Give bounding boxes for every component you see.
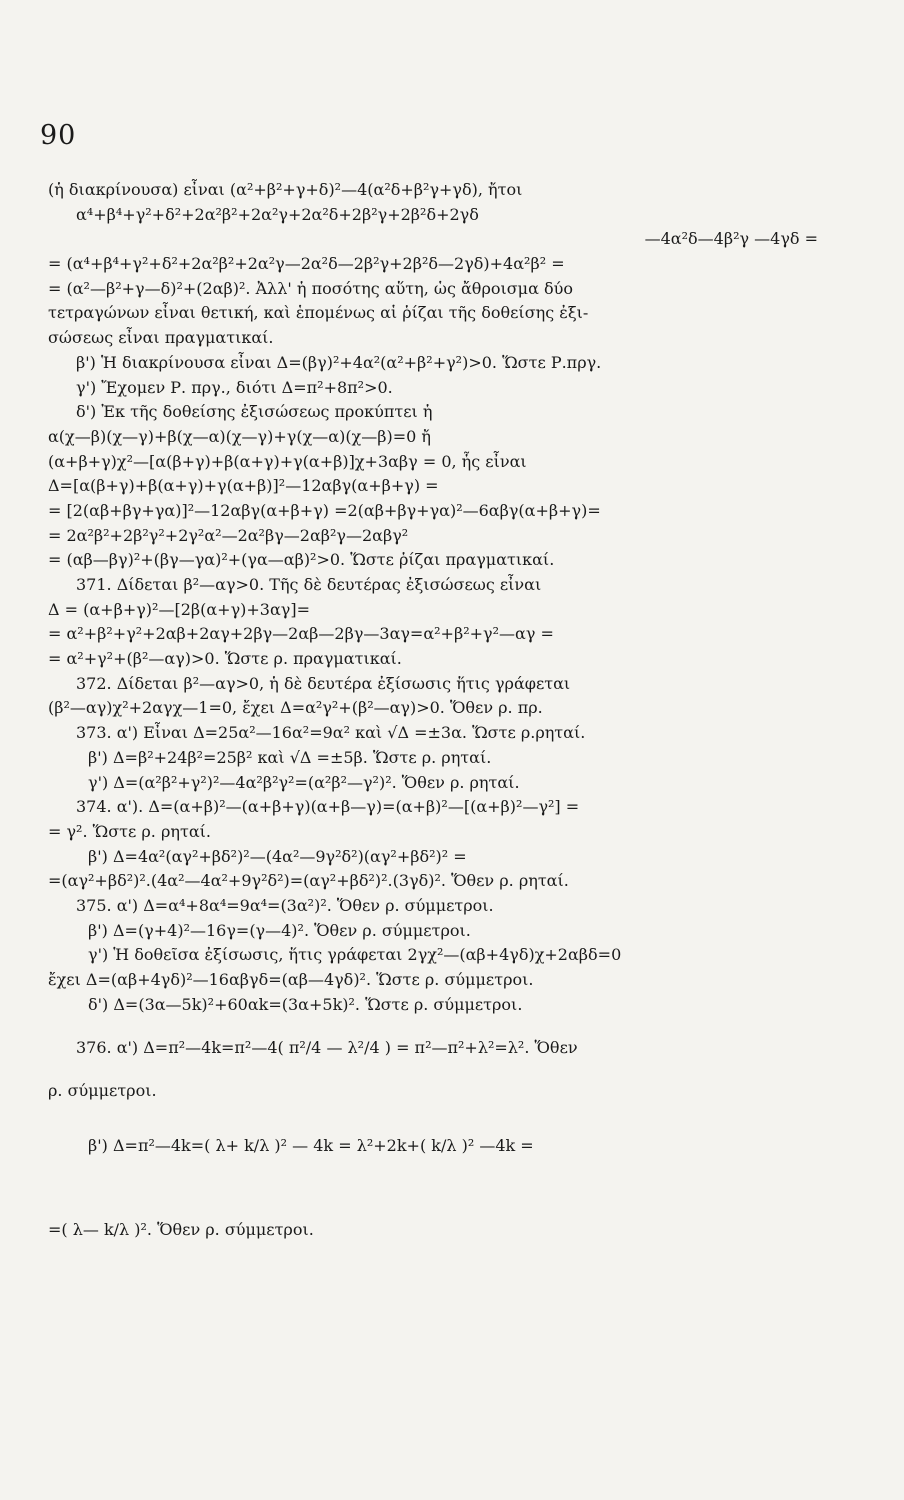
text-line: β') Δ=π²—4k=( λ+ k/λ )² — 4k = λ²+2k+( k/λ )² —4k = [88, 1136, 534, 1156]
text-line: Δ=[α(β+γ)+β(α+γ)+γ(α+β)]²—12αβγ(α+β+γ) = [48, 476, 439, 496]
text-line: γ') Ἔχομεν Ρ. πργ., διότι Δ=π²+8π²>0. [76, 377, 393, 397]
text-line: = (αβ—βγ)²+(βγ—γα)²+(γα—αβ)²>0. Ὥστε ῥίζαι πραγματικαί. [48, 550, 555, 570]
text-line: (α+β+γ)χ²—[α(β+γ)+β(α+γ)+γ(α+β)]χ+3αβγ = 0, ἧς εἶναι [48, 451, 527, 471]
problem-371: 371. Δίδεται β²—αγ>0. Τῆς δὲ δευτέρας ἐξισώσεως εἶναι [76, 575, 542, 594]
text-line: = α²+β²+γ²+2αβ+2αγ+2βγ—2αβ—2βγ—3αγ=α²+β²+γ²—αγ = [48, 624, 554, 644]
text-line: —4α²δ—4β²γ —4γδ = [644, 229, 818, 249]
text-line: σώσεως εἶναι πραγματικαί. [48, 328, 274, 348]
text-line: Δ = (α+β+γ)²—[2β(α+γ)+3αγ]= [48, 599, 310, 619]
text-line: = 2α²β²+2β²γ²+2γ²α²—2α²βγ—2αβ²γ—2αβγ² [48, 525, 409, 545]
page-body [48, 178, 818, 1272]
text-line: ἔχει Δ=(αβ+4γδ)²—16αβγδ=(αβ—4γδ)². Ὥστε ρ. σύμμετροι. [48, 970, 534, 989]
text-line: γ') Δ=(α²β²+γ²)²—4α²β²γ²=(α²β²—γ²)². Ὅθεν ρ. ρηταί. [88, 772, 520, 792]
text-line: δ') Δ=(3α—5k)²+60αk=(3α+5k)². Ὥστε ρ. σύμμετροι. [88, 994, 523, 1014]
text-line: = [2(αβ+βγ+γα)]²—12αβγ(α+β+γ) =2(αβ+βγ+γα)²—6αβγ(α+β+γ)= [48, 500, 601, 520]
text-line: =( λ— k/λ )². Ὅθεν ρ. σύμμετροι. [48, 1220, 314, 1240]
text-line: α(χ—β)(χ—γ)+β(χ—α)(χ—γ)+γ(χ—α)(χ—β)=0 ἤ [48, 426, 431, 446]
problem-373: 373. α') Εἶναι Δ=25α²—16α²=9α² καὶ √Δ =±3α. Ὥστε ρ.ρηταί. [76, 723, 586, 743]
text-line: ρ. σύμμετροι. [48, 1081, 157, 1101]
text-line: (ἡ διακρίνουσα) εἶναι (α²+β²+γ+δ)²—4(α²δ+β²γ+γδ), ἤτοι [48, 180, 523, 199]
text-line: β') Δ=4α²(αγ²+βδ²)²—(4α²—9γ²δ²)(αγ²+βδ²)² = [88, 846, 467, 866]
text-line: β') Δ=β²+24β²=25β² καὶ √Δ =±5β. Ὥστε ρ. ρηταί. [88, 747, 492, 767]
text-line: = γ². Ὥστε ρ. ρηταί. [48, 821, 211, 841]
text-line: = α²+γ²+(β²—αγ)>0. Ὥστε ρ. πραγματικαί. [48, 649, 402, 669]
problem-376: 376. α') Δ=π²—4k=π²—4( π²/4 — λ²/4 ) = π²—π²+λ²=λ². Ὅθεν [76, 1038, 578, 1058]
text-line: = (α²—β²+γ—δ)²+(2αβ)². Ἀλλ' ἡ ποσότης αὕτη, ὡς ἄθροισμα δύο [48, 278, 573, 298]
problem-372: 372. Δίδεται β²—αγ>0, ἡ δὲ δευτέρα ἐξίσωσις ἥτις γράφεται [76, 673, 571, 693]
problem-374: 374. α'). Δ=(α+β)²—(α+β+γ)(α+β—γ)=(α+β)²—[(α+β)²—γ²] = [76, 797, 580, 817]
text-line: (β²—αγ)χ²+2αγχ—1=0, ἔχει Δ=α²γ²+(β²—αγ)>0. Ὅθεν ρ. πρ. [48, 698, 543, 718]
text-line: β') Ἡ διακρίνουσα εἶναι Δ=(βγ)²+4α²(α²+β²+γ²)>0. Ὥστε Ρ.πργ. [76, 352, 602, 372]
problem-375: 375. α') Δ=α⁴+8α⁴=9α⁴=(3α²)². Ὅθεν ρ. σύμμετροι. [76, 895, 494, 915]
text-line: β') Δ=(γ+4)²—16γ=(γ—4)². Ὅθεν ρ. σύμμετροι. [88, 920, 471, 940]
text-line: =(αγ²+βδ²)².(4α²—4α²+9γ²δ²)=(αγ²+βδ²)².(3γδ)². Ὅθεν ρ. ρηταί. [48, 871, 569, 891]
text-line: γ') Ἡ δοθεῖσα ἐξίσωσις, ἥτις γράφεται 2γχ²—(αβ+4γδ)χ+2αβδ=0 [88, 945, 622, 965]
text-line: = (α⁴+β⁴+γ²+δ²+2α²β²+2α²γ—2α²δ—2β²γ+2β²δ—2γδ)+4α²β² = [48, 254, 565, 274]
text-line: τετραγώνων εἶναι θετική, καὶ ἑπομένως αἱ ῥίζαι τῆς δοθείσης ἐξι- [48, 303, 589, 323]
text-line: δ') Ἐκ τῆς δοθείσης ἐξισώσεως προκύπτει ἡ [76, 402, 433, 422]
text-line: α⁴+β⁴+γ²+δ²+2α²β²+2α²γ+2α²δ+2β²γ+2β²δ+2γδ [76, 204, 479, 224]
page-number: 90 [40, 120, 77, 151]
